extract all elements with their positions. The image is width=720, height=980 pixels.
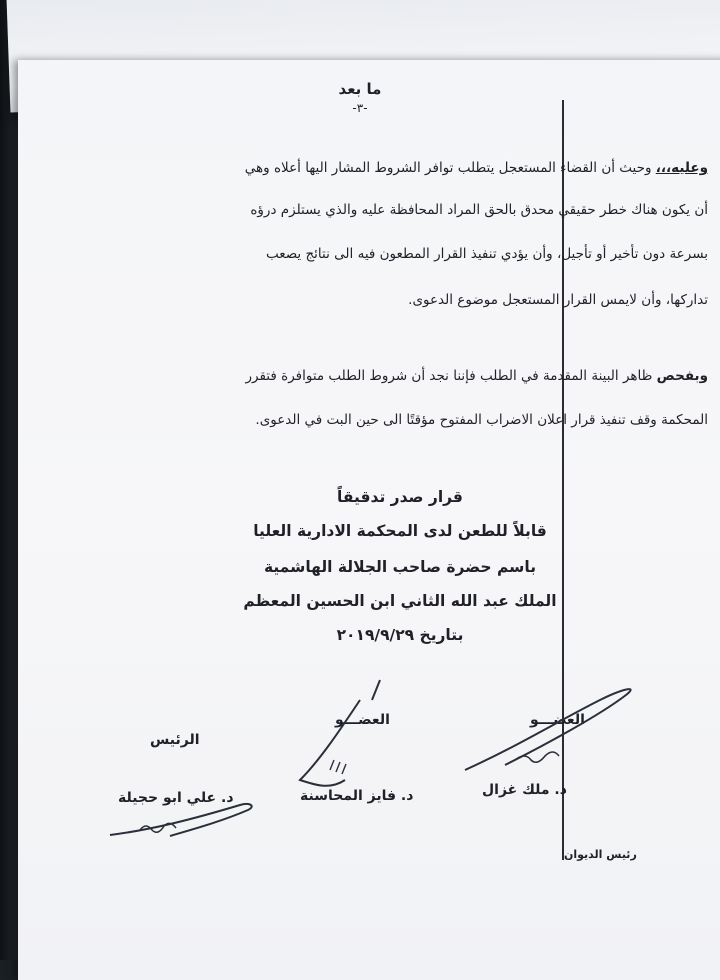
- paragraph-2-keyword: وبفحص: [656, 368, 708, 384]
- paragraph-1-line-1: [245, 160, 708, 176]
- paragraph-2-line-1: [246, 368, 709, 384]
- page-number: -٣-: [352, 101, 368, 115]
- document-page: [18, 60, 720, 980]
- member-1-name: د. فايز المحاسنة: [300, 788, 414, 804]
- decision-line-4: الملك عبد الله الثاني ابن الحسين المعظم: [243, 592, 557, 610]
- paragraph-1-line-2: أن يكون هناك خطر حقيقي محدق بالحق المراد المحافظة عليه والذي يستلزم درؤه: [250, 202, 708, 218]
- decision-line-2: قابلاً للطعن لدى المحكمة الادارية العليا: [253, 522, 547, 540]
- clerk-label: رئيس الديوان: [564, 848, 637, 861]
- decision-line-1: قرار صدر تدقيقاً: [337, 488, 463, 506]
- member-1-role: العضـــو: [335, 712, 390, 728]
- paragraph-1-line-4: تداركها، وأن لايمس القرار المستعجل موضوع الدعوى.: [408, 292, 708, 308]
- continuation-header: ما بعد: [338, 80, 382, 98]
- decision-date: بتاريخ ٢٠١٩/٩/٢٩: [336, 626, 464, 644]
- decision-line-3: باسم حضرة صاحب الجلالة الهاشمية: [263, 558, 537, 576]
- president-name: د. علي ابو حجيلة: [118, 790, 234, 806]
- member-2-role: العضـــو: [530, 712, 585, 728]
- paragraph-1-line-3: بسرعة دون تأخير أو تأجيل، وأن يؤدي تنفيذ القرار المطعون فيه الى نتائج يصعب: [265, 246, 708, 262]
- president-role: الرئيس: [150, 732, 200, 748]
- member-2-name: د. ملك غزال: [482, 782, 567, 798]
- paragraph-1-keyword: وعليه،،،: [655, 160, 708, 176]
- paragraph-2-line-2: المحكمة وقف تنفيذ قرار اعلان الاضراب المفتوح مؤقتًا الى حين البت في الدعوى.: [255, 412, 708, 428]
- paragraph-2-line-1-text: ظاهر البينة المقدمة في الطلب فإننا نجد أن شروط الطلب متوافرة فتقرر: [245, 368, 657, 384]
- paragraph-1-line-1-text: وحيث أن القضاء المستعجل يتطلب توافر الشروط المشار اليها أعلاه وهي: [244, 160, 656, 176]
